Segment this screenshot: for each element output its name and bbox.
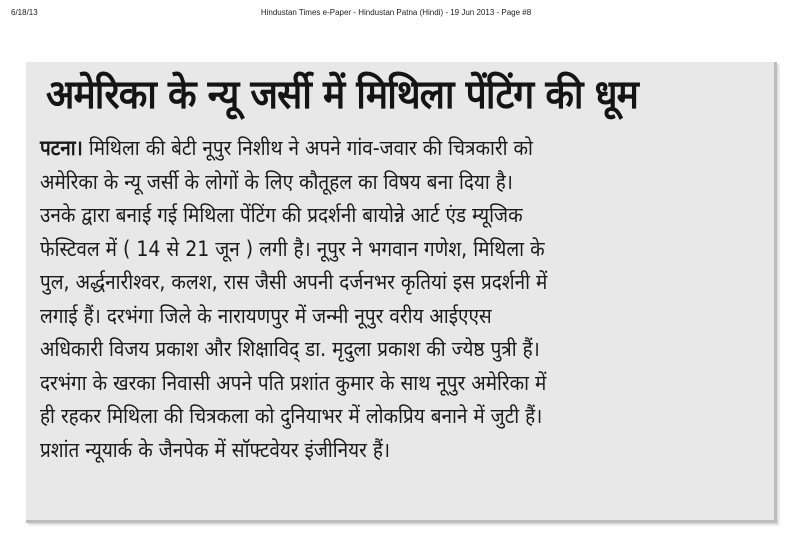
article-dateline: पटना। bbox=[40, 136, 83, 160]
article-line-text: मिथिला की बेटी नूपुर निशीथ ने अपने गांव-जवार की चित्रकारी को bbox=[82, 136, 533, 160]
article-line: अधिकारी विजय प्रकाश और शिक्षाविद् डा. मृदुला प्रकाश की ज्येष्ठ पुत्री हैं। bbox=[40, 337, 540, 361]
epaper-source-title: Hindustan Times e-Paper - Hindustan Patna (Hindi) - 19 Jun 2013 - Page #8 bbox=[260, 8, 532, 17]
article-line: ही रहकर मिथिला की चित्रकला को दुनियाभर में लोकप्रिय बनाने में जुटी हैं। bbox=[40, 404, 543, 428]
article-line: दरभंगा के खरका निवासी अपने पति प्रशांत कुमार के साथ नूपुर अमेरिका में bbox=[40, 370, 547, 395]
newspaper-clipping bbox=[26, 62, 777, 523]
article-line: प्रशांत न्यूयार्क के जैनपेक में सॉफ्टवेयर इंजीनियर हैं। bbox=[40, 437, 391, 462]
print-date: 6/18/13 bbox=[11, 8, 38, 17]
article-body bbox=[40, 132, 780, 467]
article-line bbox=[40, 132, 706, 166]
article-line: उनके द्वारा बनाई गई मिथिला पेंटिंग की प्रदर्शनी बायोन्ने आर्ट एंड म्यूजिक bbox=[40, 203, 523, 227]
article-line: लगाई हैं। दरभंगा जिले के नारायणपुर में जन्मी नूपुर वरीय आईएएस bbox=[40, 303, 492, 328]
page-header bbox=[0, 8, 792, 22]
article-line: फेस्टिवल में ( 14 से 21 जून ) लगी है। नूपुर ने भगवान गणेश, मिथिला के bbox=[40, 236, 545, 261]
article-line: अमेरिका के न्यू जर्सी के लोगों के लिए कौतूहल का विषय बना दिया है। bbox=[40, 169, 513, 194]
article-line: पुल, अर्द्धनारीश्वर, कलश, रास जैसी अपनी दर्जनभर कृतियां इस प्रदर्शनी में bbox=[40, 270, 548, 294]
article-headline: अमेरिका के न्यू जर्सी में मिथिला पेंटिंग की धूम bbox=[46, 72, 638, 118]
